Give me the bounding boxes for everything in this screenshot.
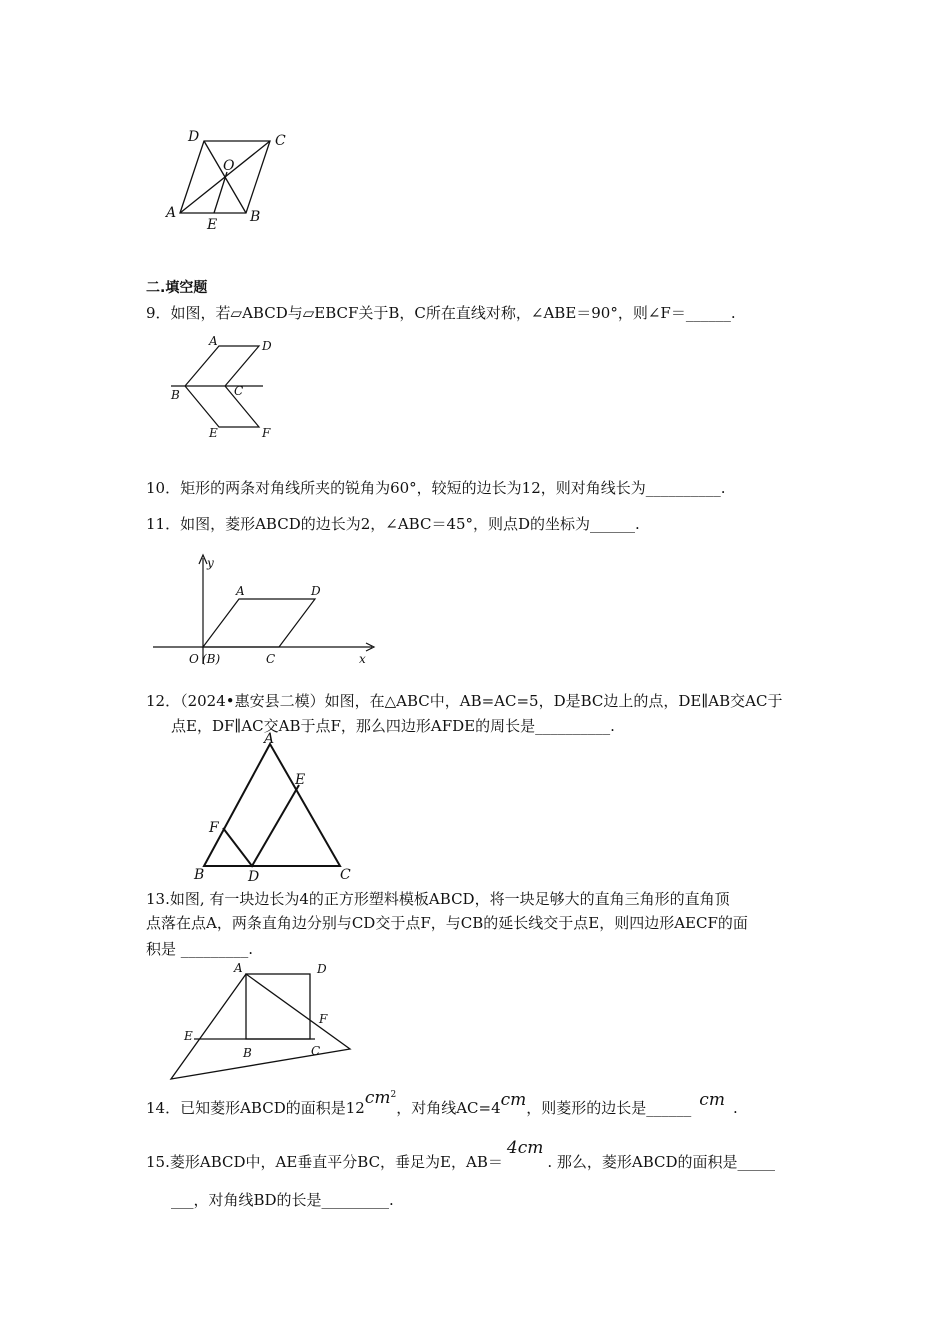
unit-cm: cm <box>364 1088 391 1108</box>
figure-square-triangle <box>165 958 360 1083</box>
label-A: A <box>166 205 177 221</box>
label-A: A <box>236 584 245 598</box>
label-B: B <box>243 1046 252 1060</box>
q15-value: 4cm <box>506 1138 544 1158</box>
label-D: D <box>317 962 327 976</box>
label-F: F <box>209 820 219 836</box>
question-10: 10．矩形的两条对角线所夹的锐角为60°，较短的边长为12，则对角线长为__________. <box>146 479 726 497</box>
unit-superscript: 2 <box>390 1090 397 1100</box>
label-D: D <box>188 129 200 145</box>
question-12-line1: 12．（2024•惠安县二模）如图，在△ABC中，AB=AC=5，D是BC边上的点，DE∥AB交AC于 <box>146 692 783 710</box>
figure-triangle-afde <box>190 731 370 885</box>
label-D: D <box>311 584 321 598</box>
question-13-line3: 积是 _________. <box>146 940 254 958</box>
question-13-line1: 13.如图, 有一块边长为4的正方形塑料模板ABCD，将一块足够大的直角三角形的直角顶 <box>146 890 730 908</box>
q15-text-b: . 那么，菱形ABCD的面积是_____ <box>547 1153 776 1171</box>
label-C: C <box>234 384 244 398</box>
q14-text-b: ，对角线AC=4 <box>396 1099 501 1117</box>
question-11: 11．如图，菱形ABCD的边长为2，∠ABC＝45°，则点D的坐标为______. <box>146 515 640 533</box>
label-E: E <box>209 426 218 440</box>
label-C: C <box>311 1044 321 1058</box>
label-C: C <box>266 652 276 666</box>
figure-symmetric-parallelograms <box>165 333 275 443</box>
question-9: 9．如图，若▱ABCD与▱EBCF关于B，C所在直线对称，∠ABE＝90°，则∠F＝______. <box>146 304 736 322</box>
label-A: A <box>264 731 275 747</box>
question-15-line2: ___，对角线BD的长是_________. <box>171 1191 394 1209</box>
section-title: 二.填空题 <box>146 280 208 296</box>
label-F: F <box>319 1012 328 1026</box>
question-12-line2: 点E，DF∥AC交AB于点F，那么四边形AFDE的周长是__________. <box>171 717 615 735</box>
question-13-line2: 点落在点A，两条直角边分别与CD交于点F，与CB的延长线交于点E，则四边形AECF的面 <box>146 914 748 932</box>
unit-cm: cm <box>699 1090 725 1110</box>
label-B: B <box>250 209 261 225</box>
label-y: y <box>207 556 214 570</box>
label-F: F <box>262 426 271 440</box>
q14-text-c: ，则菱形的边长是______ <box>526 1099 692 1117</box>
q14-text-d: . <box>732 1099 738 1117</box>
label-B: (B) <box>202 652 221 666</box>
label-E: E <box>295 772 306 788</box>
label-O: O <box>223 158 235 174</box>
label-C: C <box>275 133 286 149</box>
label-A: A <box>234 961 243 975</box>
label-O: O <box>189 652 199 666</box>
label-B: B <box>171 388 180 402</box>
question-14 <box>146 1088 738 1121</box>
label-C: C <box>340 867 351 883</box>
unit-cm: cm <box>500 1090 527 1110</box>
label-D: D <box>248 869 260 885</box>
figure-parallelogram-abcd <box>160 125 300 235</box>
label-E: E <box>184 1029 193 1043</box>
label-E: E <box>207 217 218 233</box>
label-A: A <box>209 334 218 348</box>
label-x: x <box>359 652 366 666</box>
figure-coordinate-rhombus <box>150 552 390 672</box>
question-15-line1 <box>146 1138 776 1172</box>
q14-text-a: 14．已知菱形ABCD的面积是12 <box>146 1099 365 1117</box>
label-B: B <box>194 867 205 883</box>
label-D: D <box>262 339 272 353</box>
q15-text-a: 15.菱形ABCD中，AE垂直平分BC，垂足为E，AB＝ <box>146 1153 503 1171</box>
